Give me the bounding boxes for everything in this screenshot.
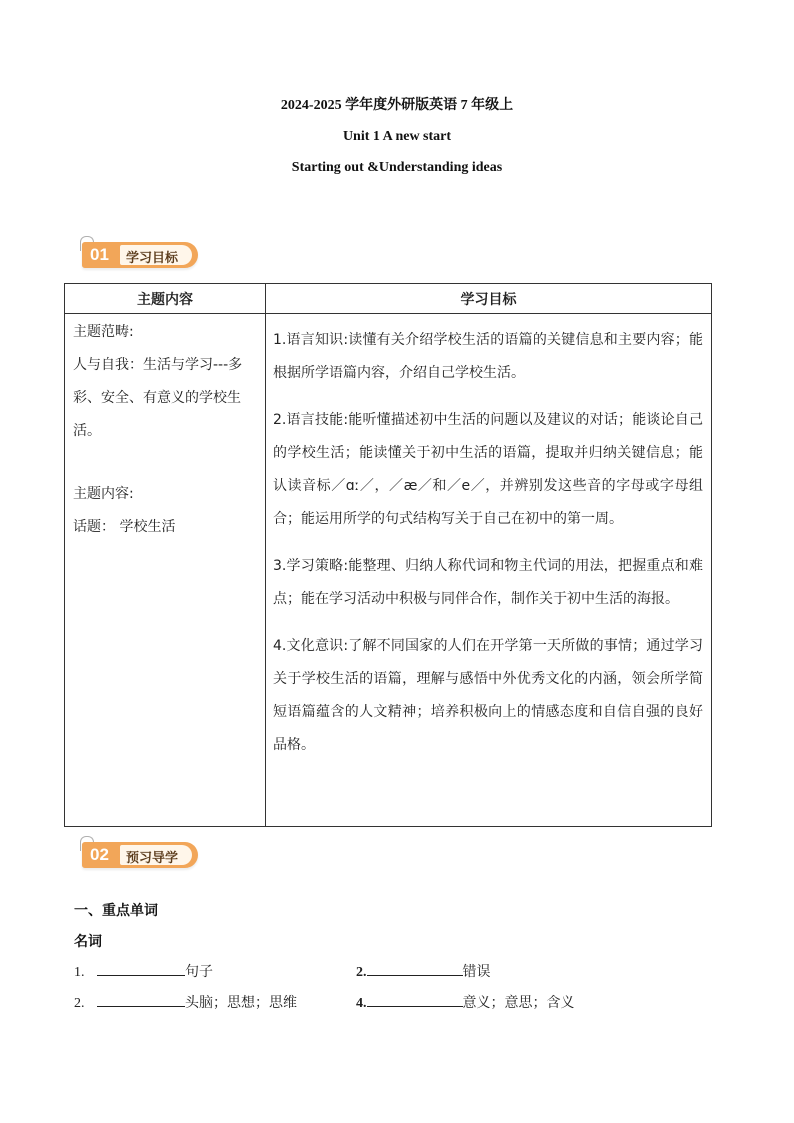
item-meaning: 句子 <box>184 964 213 980</box>
section-label: 预习导学 <box>126 851 179 866</box>
section-number: 01 <box>90 245 109 264</box>
badge-body <box>82 842 198 868</box>
vocab-heading: 一、重点单词 <box>74 903 158 919</box>
item-meaning: 意义；意思；含义 <box>462 995 575 1011</box>
answer-blank[interactable] <box>97 961 185 976</box>
document-header <box>0 98 794 191</box>
table-row <box>65 314 712 827</box>
item-number: 1. <box>74 965 85 980</box>
theme-content-label: 主题内容: <box>73 486 134 502</box>
badge-body <box>82 242 198 268</box>
item-meaning: 头脑；思想；思维 <box>184 995 297 1011</box>
section-badge-preview <box>80 836 200 868</box>
goal-language-knowledge: 1.语言知识:读懂有关介绍学校生活的语篇的关键信息和主要内容；能根据所学语篇内容，介绍自己学校生活。 <box>273 332 703 381</box>
goal-language-skills: 2.语言技能:能听懂描述初中生活的问题以及建议的对话；能谈论自己的学校生活；能读懂关于初中生活的语篇，提取并归纳关键信息；能认读音标／ɑː／，／æ／和／e／，并辨别发这些音的字母或字母组合；能运用所学的句式结构写关于自己在初中的第一周。 <box>273 412 703 527</box>
vocab-item <box>74 992 297 1012</box>
item-meaning: 错误 <box>462 964 491 980</box>
item-number: 4. <box>356 996 367 1011</box>
answer-blank[interactable] <box>367 961 463 976</box>
section-badge-learning-goals <box>80 236 200 268</box>
theme-area-value: 人与自我：生活与学习---多彩、安全、有意义的学校生活。 <box>73 357 243 439</box>
theme-area-label: 主题范畴: <box>73 324 134 340</box>
badge-tag <box>120 845 192 865</box>
vocab-item <box>356 961 491 981</box>
goal-cultural-awareness: 4.文化意识:了解不同国家的人们在开学第一天所做的事情；通过学习关于学校生活的语篇，理解与感悟中外优秀文化的内涵，领会所学简短语篇蕴含的人文精神；培养积极向上的情感态度和自信自强的良好品格。 <box>273 638 703 753</box>
lesson-title: Starting out &Understanding ideas <box>291 160 503 175</box>
item-number: 2. <box>356 965 367 980</box>
item-number: 2. <box>74 996 85 1011</box>
document-title: 2024-2025 学年度外研版英语 7 年级上 <box>280 98 514 113</box>
table-header-row <box>65 284 712 314</box>
theme-cell <box>65 314 266 827</box>
goal-learning-strategies: 3.学习策略:能整理、归纳人称代词和物主代词的用法，把握重点和难点；能在学习活动中积极与同伴合作，制作关于初中生活的海报。 <box>273 558 703 607</box>
answer-blank[interactable] <box>97 992 185 1007</box>
column-header-theme: 主题内容 <box>65 284 266 314</box>
vocab-item <box>74 961 213 981</box>
badge-tag <box>120 245 192 265</box>
vocab-item <box>356 992 575 1012</box>
vocab-subheading: 名词 <box>74 934 102 950</box>
spacer <box>73 456 259 486</box>
unit-title: Unit 1 A new start <box>342 129 452 144</box>
column-header-goals: 学习目标 <box>266 284 712 314</box>
section-number: 02 <box>90 845 109 864</box>
answer-blank[interactable] <box>367 992 463 1007</box>
goals-cell <box>266 314 712 827</box>
topic-text: 话题： 学校生活 <box>73 519 176 535</box>
learning-goals-table <box>64 283 712 827</box>
section-label: 学习目标 <box>126 251 179 266</box>
